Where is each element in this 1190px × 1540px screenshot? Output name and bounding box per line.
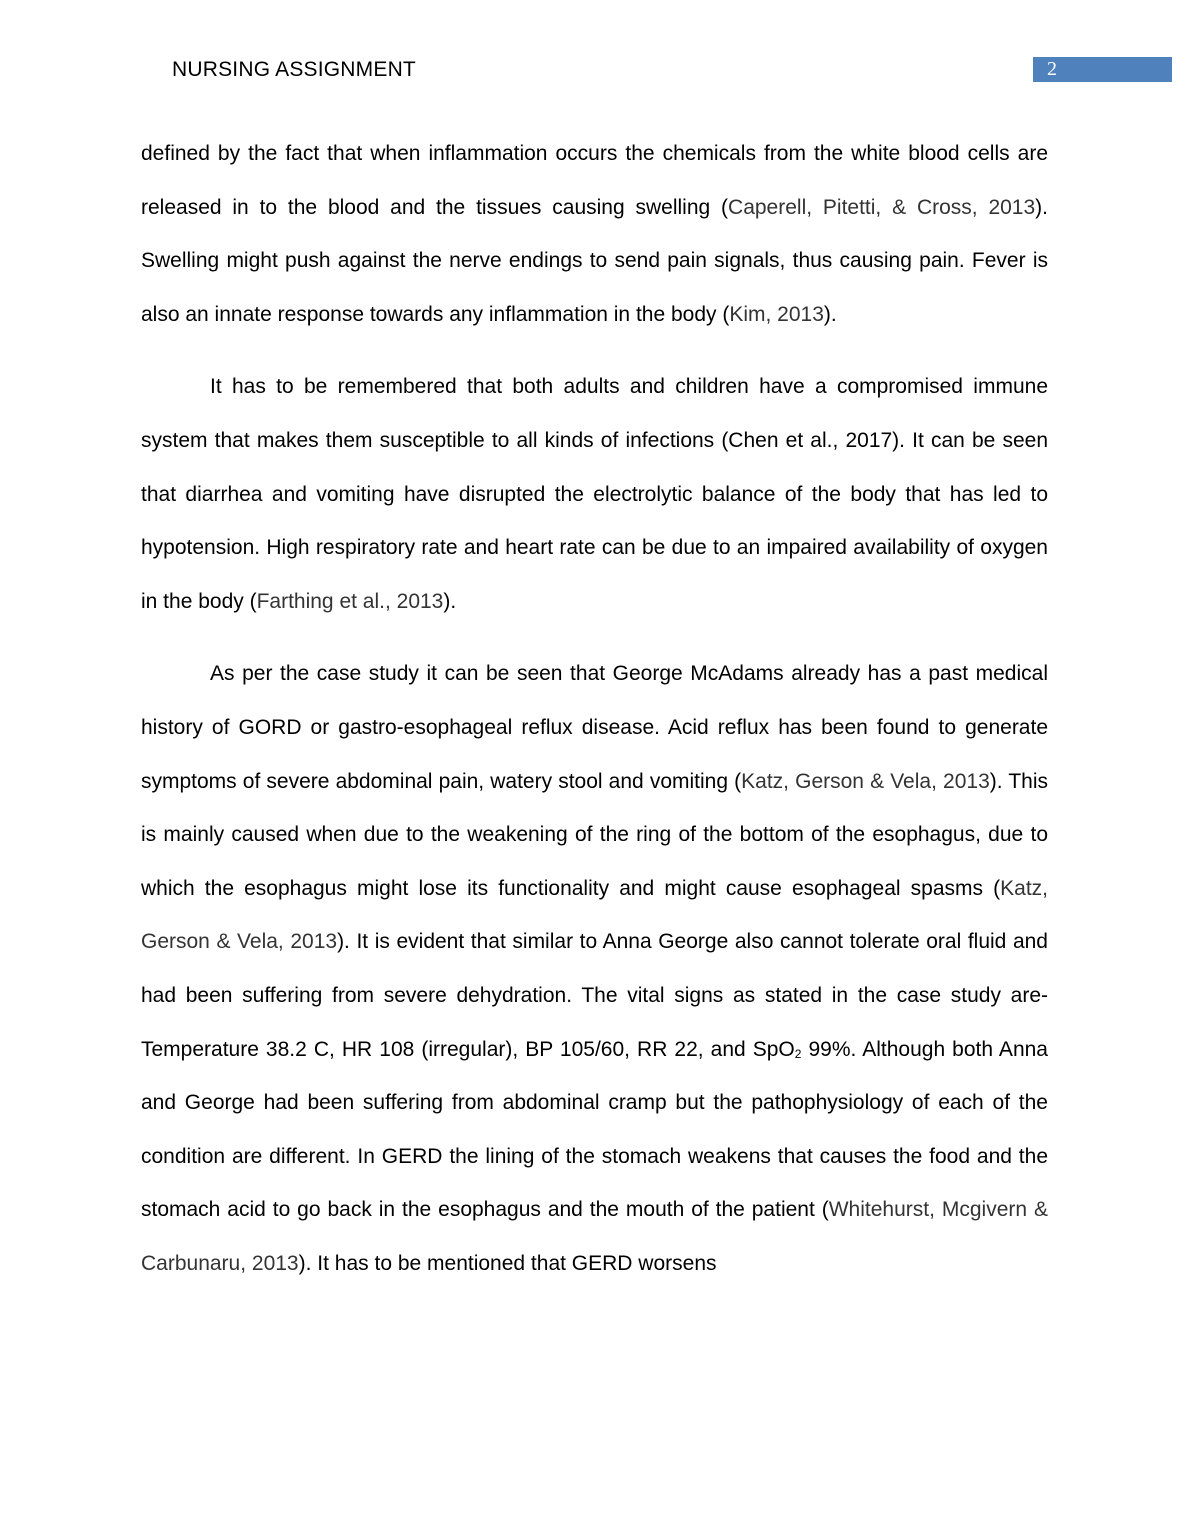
- paragraph-text: ).: [823, 302, 837, 326]
- paragraph-text: ).: [443, 589, 457, 613]
- page-number-badge: [1033, 57, 1172, 82]
- page-number: 2: [1047, 58, 1057, 80]
- paragraph-text: ). It is evident that similar to Anna George also cannot tolerate oral fluid and had been suffering from severe dehydration. The vital signs as stated in the case study are- Temperature 38.2 C, HR 108 (irregular), BP 105/60, RR 22, and SpO: [141, 930, 1048, 1061]
- document-body: [141, 127, 1048, 1309]
- citation: Katz, Gerson & Vela, 2013: [741, 769, 990, 793]
- citation: Farthing et al., 2013: [256, 589, 444, 613]
- paragraph-text: defined by the fact that when inflammation occurs the chemicals from the white blood cells are released in to the blood and the tissues causing swelling (: [141, 142, 1048, 219]
- running-header-title: NURSING ASSIGNMENT: [172, 58, 416, 81]
- citation: Kim, 2013: [729, 302, 824, 326]
- citation: Caperell, Pitetti, & Cross, 2013: [728, 195, 1036, 219]
- paragraph-text: It has to be remembered that both adults and children have a compromised immune system that makes them susceptible to all kinds of infections (Chen et al., 2017). It can be seen that diarrhea and vomiting have disrupted the electrolytic balance of the body that has led to hypotension. High respiratory rate and heart rate can be due to an impaired availability of oxygen in the body (: [141, 375, 1048, 613]
- paragraph-text: 99%. Although both Anna and George had been suffering from abdominal cramp but the pathophysiology of each of the condition are different. In GERD the lining of the stomach weakens that causes the food and the stomach acid to go back in the esophagus and the mouth of the patient (: [141, 1037, 1048, 1222]
- paragraph-text: ). Swelling might push against the nerve endings to send pain signals, thus causing pain. Fever is also an innate response towards any inflammation in the body (: [141, 195, 1048, 326]
- paragraph-case-study-gord: [141, 647, 1048, 1290]
- paragraph-immune-system: [141, 360, 1048, 628]
- citation: Katz, Gerson & Vela, 2013: [141, 876, 1048, 954]
- paragraph-inflammation: [141, 127, 1048, 341]
- paragraph-text: ). It has to be mentioned that GERD worsens: [298, 1251, 717, 1275]
- citation: Whitehurst, Mcgivern & Carbunaru, 2013: [141, 1198, 1048, 1275]
- subscript-2: 2: [794, 1046, 802, 1061]
- paragraph-text: As per the case study it can be seen that George McAdams already has a past medical history of GORD or gastro-esophageal reflux disease. Acid reflux has been found to generate symptoms of severe abdominal pain, watery stool and vomiting (: [141, 662, 1048, 793]
- paragraph-text: ). This is mainly caused when due to the weakening of the ring of the bottom of the esophagus, due to which the esophagus might lose its functionality and might cause esophageal spasms (: [141, 769, 1048, 900]
